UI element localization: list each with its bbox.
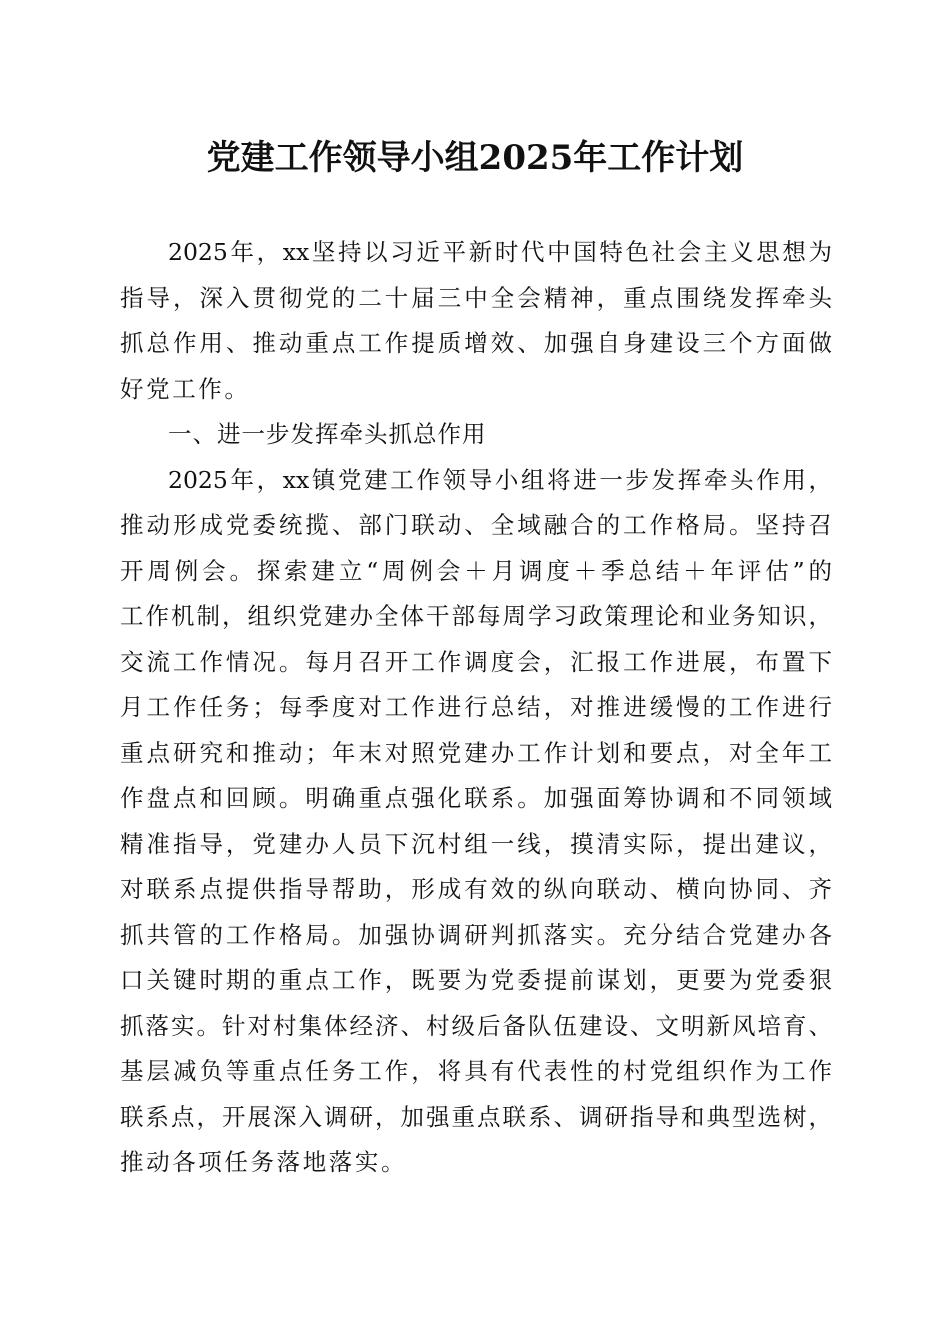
section-line: 对联系点提供指导帮助，形成有效的纵向联动、横向协同、齐 xyxy=(120,875,832,903)
section-line: 交流工作情况。每月召开工作调度会，汇报工作进展，布置下 xyxy=(120,647,832,676)
section-line: 重点研究和推动；年末对照党建办工作计划和要点，对全年工 xyxy=(120,738,832,767)
section-line: 推动形成党委统揽、部门联动、全域融合的工作格局。坚持召 xyxy=(120,511,832,539)
section-line: 开周例会。探索建立“周例会＋月调度＋季总结＋年评估”的 xyxy=(120,556,832,585)
section-line: 2025年，xx镇党建工作领导小组将进一步发挥牵头作用， xyxy=(168,465,832,494)
intro-line: 抓总作用、推动重点工作提质增效、加强自身建设三个方面做 xyxy=(120,329,832,357)
section-line: 口关键时期的重点工作，既要为党委提前谋划，更要为党委狠 xyxy=(120,966,832,994)
document-title: 党建工作领导小组2025年工作计划 xyxy=(206,138,744,178)
intro-line: 2025年，xx坚持以习近平新时代中国特色社会主义思想为 xyxy=(168,238,832,266)
document-body xyxy=(120,230,832,1186)
section-line: 精准指导，党建办人员下沉村组一线，摸清实际，提出建议， xyxy=(120,829,832,858)
section-line: 基层减负等重点任务工作，将具有代表性的村党组织作为工作 xyxy=(120,1057,832,1085)
section-line: 抓共管的工作格局。加强协调研判抓落实。充分结合党建办各 xyxy=(120,920,832,949)
section-line: 作盘点和回顾。明确重点强化联系。加强面筹协调和不同领域 xyxy=(120,784,832,812)
section-line: 工作机制，组织党建办全体干部每周学习政策理论和业务知识， xyxy=(120,602,832,630)
section-line: 抓落实。针对村集体经济、村级后备队伍建设、文明新风培育、 xyxy=(120,1011,832,1040)
intro-line: 好党工作。 xyxy=(120,374,251,403)
intro-line: 指导，深入贯彻党的二十届三中全会精神，重点围绕发挥牵头 xyxy=(120,283,832,312)
section-line: 推动各项任务落地落实。 xyxy=(120,1148,408,1176)
section-heading: 一、进一步发挥牵头抓总作用 xyxy=(168,420,487,448)
section-line: 联系点，开展深入调研，加强重点联系、调研指导和典型选树， xyxy=(120,1102,832,1131)
section-line: 月工作任务；每季度对工作进行总结，对推进缓慢的工作进行 xyxy=(120,693,832,721)
